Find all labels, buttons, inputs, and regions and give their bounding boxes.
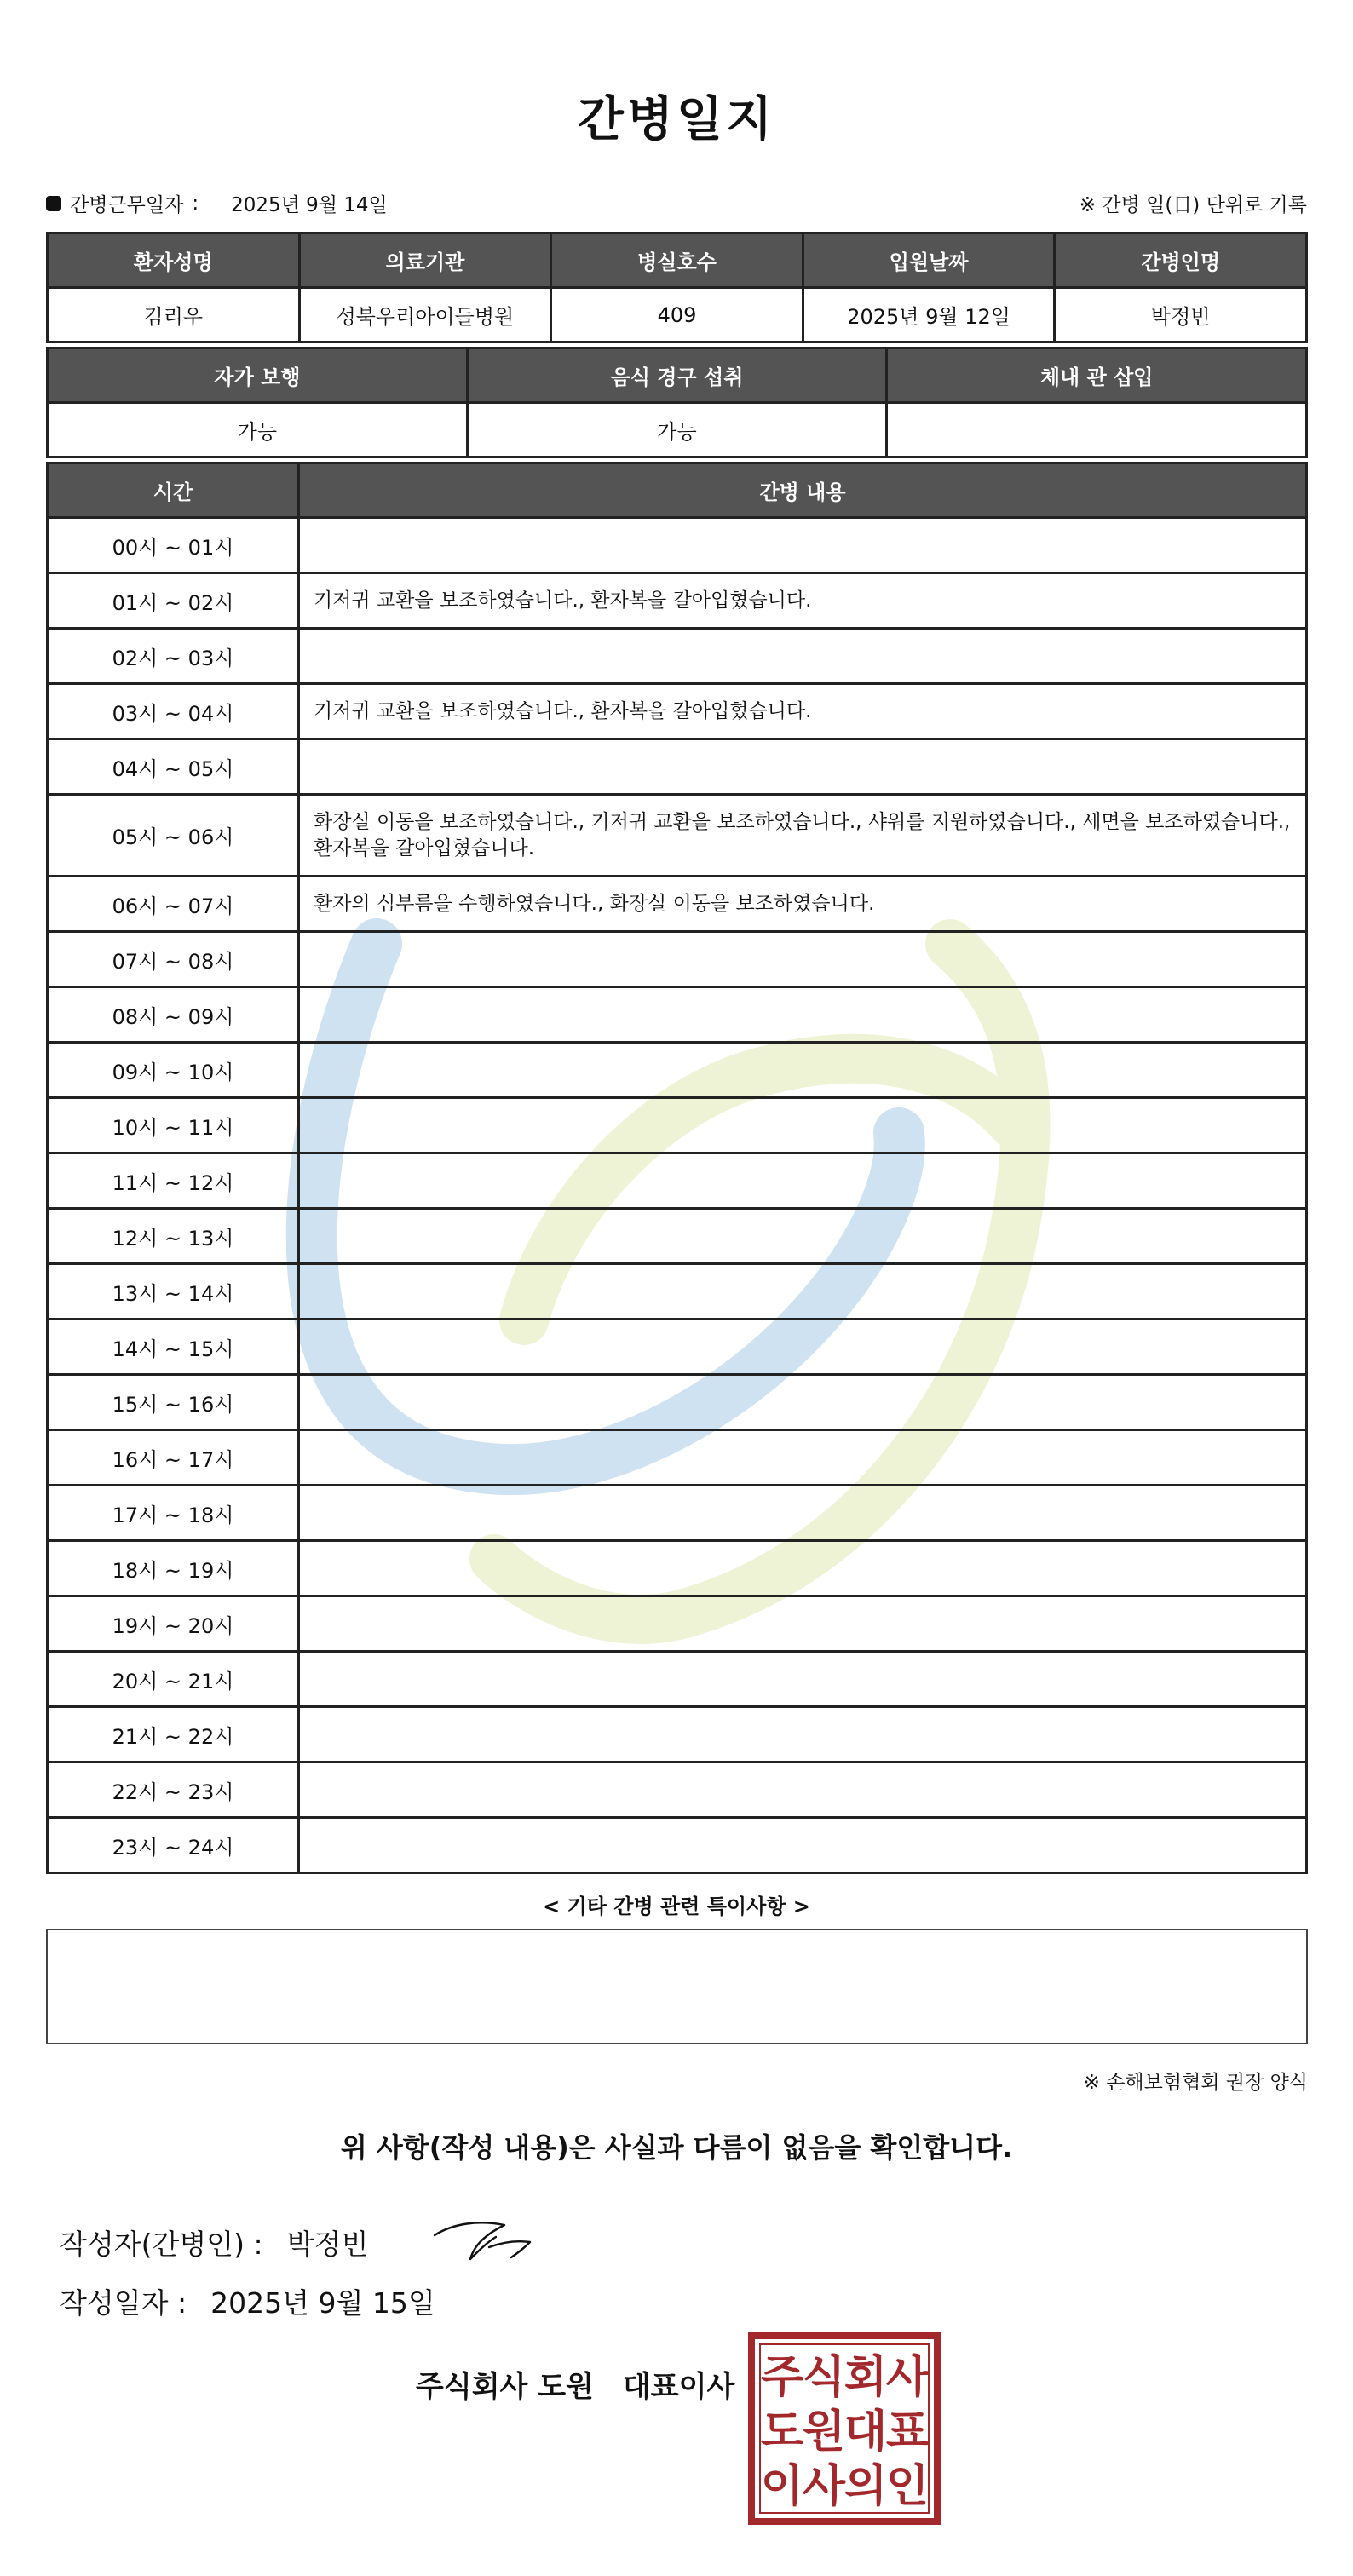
header-admission-date: 입원날짜 [803, 233, 1055, 288]
work-date-separator: : [192, 192, 199, 215]
svg-text:표: 표 [885, 2406, 930, 2458]
header-self-walking: 자가 보행 [48, 348, 468, 403]
svg-text:의: 의 [843, 2461, 888, 2512]
table-row [48, 1707, 1307, 1762]
care-content [299, 1430, 1307, 1486]
svg-text:도: 도 [760, 2406, 804, 2458]
care-content [299, 1762, 1307, 1818]
table-row [48, 1541, 1307, 1596]
table-row [48, 1153, 1307, 1209]
company-seal-stamp [748, 2332, 941, 2525]
table-row [48, 795, 1307, 877]
time-slot: 13시 ~ 14시 [48, 1264, 299, 1320]
time-slot: 20시 ~ 21시 [48, 1652, 299, 1707]
tube-insertion-value [887, 403, 1307, 457]
table-row [48, 1430, 1307, 1486]
time-slot: 16시 ~ 17시 [48, 1430, 299, 1486]
writer-row [60, 2217, 538, 2268]
notes-label: < 기타 간병 관련 특이사항 > [543, 1895, 810, 1918]
care-content [299, 1320, 1307, 1375]
work-date-value: 2025년 9월 14일 [231, 194, 388, 216]
table-row [48, 1652, 1307, 1707]
table-row [48, 739, 1307, 795]
care-content [299, 1043, 1307, 1098]
care-log-rows [48, 518, 1307, 1873]
table-row [48, 1486, 1307, 1541]
table-row [48, 1264, 1307, 1320]
svg-text:주: 주 [760, 2352, 804, 2403]
care-content [299, 629, 1307, 684]
header-tube-insertion: 체내 관 삽입 [887, 348, 1307, 403]
svg-text:대: 대 [843, 2406, 888, 2458]
table-row [48, 1596, 1307, 1652]
table-row [48, 1320, 1307, 1375]
table-row [48, 518, 1307, 573]
table-row [48, 1098, 1307, 1153]
table-row [48, 987, 1307, 1043]
care-content [299, 1375, 1307, 1430]
care-content [299, 739, 1307, 795]
company-title: 대표이사 [622, 2370, 735, 2404]
table-row [48, 1375, 1307, 1430]
writer-name: 박정빈 [286, 2227, 369, 2261]
patient-name: 김리우 [48, 288, 300, 342]
table-row [48, 1209, 1307, 1264]
time-slot: 17시 ~ 18시 [48, 1486, 299, 1541]
table-row [48, 629, 1307, 684]
work-date-label: 간병근무일자 [70, 194, 184, 216]
table-row [48, 1762, 1307, 1818]
header-patient-name: 환자성명 [48, 233, 300, 288]
time-slot: 12시 ~ 13시 [48, 1209, 299, 1264]
care-content [299, 1153, 1307, 1209]
care-content [299, 518, 1307, 573]
time-slot: 23시 ~ 24시 [48, 1818, 299, 1873]
time-slot: 11시 ~ 12시 [48, 1153, 299, 1209]
time-slot: 02시 ~ 03시 [48, 629, 299, 684]
time-slot: 10시 ~ 11시 [48, 1098, 299, 1153]
time-slot: 14시 ~ 15시 [48, 1320, 299, 1375]
care-content [299, 1098, 1307, 1153]
handwritten-signature [428, 2217, 538, 2268]
time-slot: 08시 ~ 09시 [48, 987, 299, 1043]
confirmation-statement: 위 사항(작성 내용)은 사실과 다름이 없음을 확인합니다. [340, 2131, 1013, 2164]
care-content [299, 1652, 1307, 1707]
svg-text:원: 원 [802, 2406, 846, 2458]
written-date-label: 작성일자 : [60, 2286, 187, 2320]
admission-date: 2025년 9월 12일 [803, 288, 1055, 342]
notes-box [46, 1929, 1308, 2044]
table-row [48, 1818, 1307, 1873]
header-care-content: 간병 내용 [299, 463, 1307, 518]
svg-text:회: 회 [843, 2352, 888, 2403]
table-row [48, 684, 1307, 739]
caregiver-name: 박정빈 [1055, 288, 1307, 342]
time-slot: 04시 ~ 05시 [48, 739, 299, 795]
time-slot: 06시 ~ 07시 [48, 877, 299, 932]
time-slot: 22시 ~ 23시 [48, 1762, 299, 1818]
care-content: 기저귀 교환을 보조하였습니다., 환자복을 갈아입혔습니다. [299, 684, 1307, 739]
svg-text:이: 이 [760, 2461, 804, 2512]
written-date-row [60, 2281, 435, 2321]
header-caregiver-name: 간병인명 [1055, 233, 1307, 288]
header-hospital: 의료기관 [299, 233, 551, 288]
svg-text:사: 사 [885, 2352, 930, 2403]
square-bullet-icon [46, 196, 61, 211]
header-room: 병실호수 [551, 233, 803, 288]
time-slot: 21시 ~ 22시 [48, 1707, 299, 1762]
time-slot: 18시 ~ 19시 [48, 1541, 299, 1596]
company-signature-line [416, 2363, 734, 2405]
time-slot: 05시 ~ 06시 [48, 795, 299, 877]
work-date-row [46, 189, 1307, 220]
time-slot: 07시 ~ 08시 [48, 932, 299, 987]
time-slot: 00시 ~ 01시 [48, 518, 299, 573]
unit-note: ※ 간병 일(日) 단위로 기록 [1079, 194, 1307, 216]
table-row [48, 573, 1307, 629]
header-oral-intake: 음식 경구 섭취 [467, 348, 887, 403]
time-slot: 03시 ~ 04시 [48, 684, 299, 739]
written-date-value: 2025년 9월 15일 [210, 2286, 435, 2320]
time-slot: 15시 ~ 16시 [48, 1375, 299, 1430]
header-time: 시간 [48, 463, 299, 518]
self-walking-value: 가능 [48, 403, 468, 457]
svg-text:식: 식 [802, 2352, 846, 2403]
patient-info-table [46, 232, 1308, 343]
svg-text:인: 인 [885, 2461, 930, 2512]
care-content [299, 932, 1307, 987]
care-content: 기저귀 교환을 보조하였습니다., 환자복을 갈아입혔습니다. [299, 573, 1307, 629]
writer-label: 작성자(간병인) : [60, 2227, 263, 2261]
care-content [299, 1209, 1307, 1264]
form-source-note: ※ 손해보험협회 권장 양식 [1083, 2072, 1308, 2094]
time-slot: 01시 ~ 02시 [48, 573, 299, 629]
hospital-name: 성북우리아이들병원 [299, 288, 551, 342]
patient-status-table [46, 347, 1308, 458]
table-row [48, 932, 1307, 987]
time-slot: 19시 ~ 20시 [48, 1596, 299, 1652]
care-content [299, 1486, 1307, 1541]
company-name: 주식회사 도원 [416, 2370, 594, 2404]
svg-text:사: 사 [802, 2461, 846, 2512]
document-title: 간병일지 [577, 92, 776, 147]
care-content [299, 1264, 1307, 1320]
care-content [299, 1596, 1307, 1652]
care-content: 화장실 이동을 보조하였습니다., 기저귀 교환을 보조하였습니다., 샤워를 지원하였습니다., 세면을 보조하였습니다., 환자복을 갈아입혔습니다. [299, 795, 1307, 877]
care-content [299, 1541, 1307, 1596]
care-log-table [46, 462, 1308, 1874]
care-content [299, 1818, 1307, 1873]
care-content [299, 1707, 1307, 1762]
oral-intake-value: 가능 [467, 403, 887, 457]
care-content [299, 987, 1307, 1043]
room-number: 409 [551, 288, 803, 342]
table-row [48, 1043, 1307, 1098]
time-slot: 09시 ~ 10시 [48, 1043, 299, 1098]
care-content: 환자의 심부름을 수행하였습니다., 화장실 이동을 보조하였습니다. [299, 877, 1307, 932]
table-row [48, 877, 1307, 932]
